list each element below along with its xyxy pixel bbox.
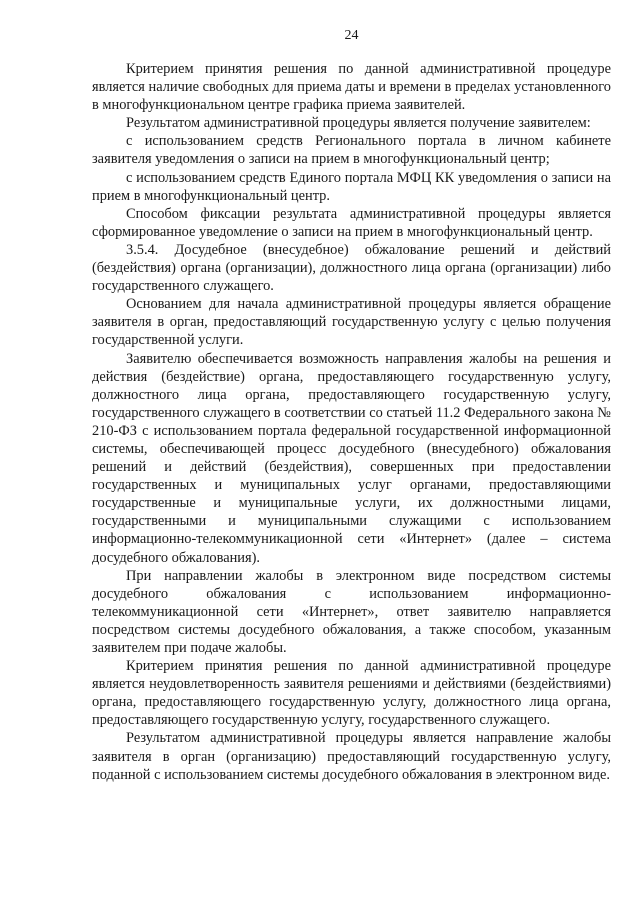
paragraph-complaint-result: Результатом административной процедуры является направление жалобы заявителя в орган (организацию) предоставляющий государственную услугу, поданной с использованием системы досудебного обжалования в электронном виде. <box>92 730 611 783</box>
page-number: 24 <box>344 28 359 43</box>
paragraph-complaint-possibility: Заявителю обеспечивается возможность направления жалобы на решения и действия (бездействие) органа, предоставляющего государственную услугу, должностного лица органа, предоставляющего государственную услугу, государственного служащего в соответствии со статьей 11.2 Федерального закона № 210-ФЗ с использованием портала федеральной государственной информационной системы, обеспечивающей процесс досудебного (внесудебного) обжалования решений и действий (бездействия), совершенных при предоставлении государственных и муниципальных услуг органами, предоставляющими государственные и муниципальные услуги, их должностными лицами, государственными и муниципальными служащими с использованием информационно-телекоммуникационной сети «Интернет» (далее – система досудебного обжалования). <box>92 350 611 566</box>
paragraph-regional-portal: с использованием средств Регионального портала в личном кабинете заявителя уведомления о записи на прием в многофункциональный центр; <box>92 133 611 168</box>
paragraph-selection-criterion: Критерием принятия решения по данной административной процедуре является наличие свободных для приема даты и времени в пределах установленного в многофункциональном центре графика приема заявителей. <box>92 61 611 114</box>
section-heading-3-5-4: 3.5.4. Досудебное (внесудебное) обжалование решений и действий (бездействия) органа (организации), должностного лица органа (организации) либо государственного служащего. <box>92 241 611 295</box>
paragraph-electronic-complaint: При направлении жалобы в электронном виде посредством системы досудебного обжалования с использованием информационно-телекоммуникационной сети «Интернет», ответ заявителю направляется посредством системы досудебного обжалования, а также способом, указанным заявителем при подаче жалобы. <box>92 567 611 656</box>
paragraph-unified-portal: с использованием средств Единого портала МФЦ КК уведомления о записи на прием в многофункциональный центр. <box>92 169 611 204</box>
paragraph-grounds: Основанием для начала административной процедуры является обращение заявителя в орган, предоставляющий государственную услугу с целью получения государственной услуги. <box>92 296 611 349</box>
document-body <box>92 60 611 784</box>
paragraph-fixation-method: Способом фиксации результата административной процедуры является сформированное уведомление о записи на прием в многофункциональный центр. <box>92 205 611 240</box>
paragraph-complaint-criterion: Критерием принятия решения по данной административной процедуре является неудовлетворенность заявителя решениями и действиями (бездействиями) органа, предоставляющего государственную услугу, должностного лица органа, предоставляющего государственную услугу, государственного служащего. <box>92 658 611 729</box>
paragraph-result-intro: Результатом административной процедуры является получение заявителем: <box>126 115 591 132</box>
